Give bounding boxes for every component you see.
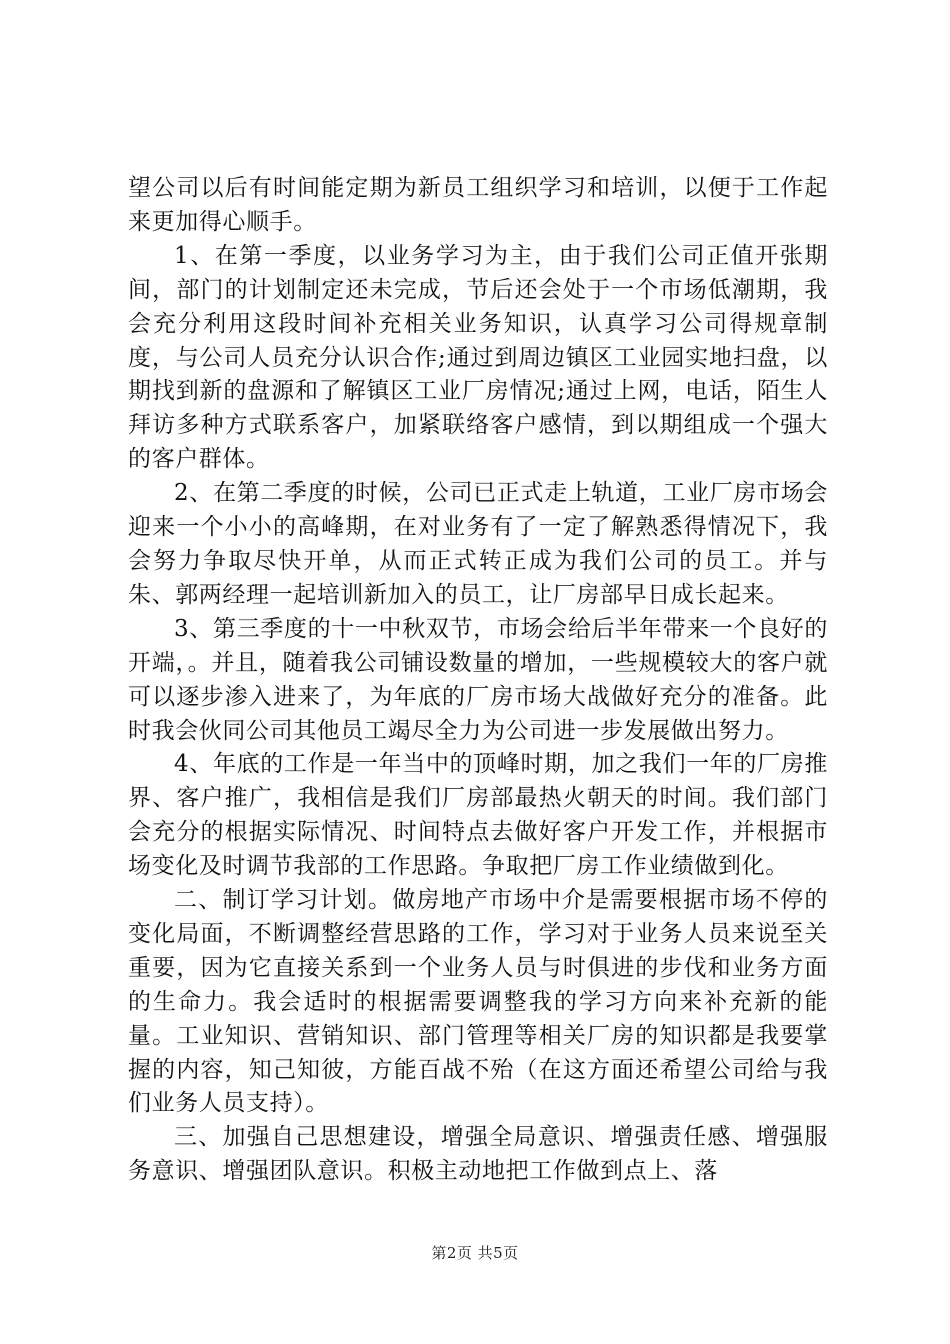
paragraph-continuation: 望公司以后有时间能定期为新员工组织学习和培训，以便于工作起来更加得心顺手。 [128,175,828,235]
document-body [128,172,828,1189]
paragraph-q2-plan: 2、在第二季度的时候，公司已正式走上轨道，工业厂房市场会迎来一个小小的高峰期，在对业务有了一定了解熟悉得情况下，我会努力争取尽快开单，从而正式转正成为我们公司的员工。并与朱、郭两经理一起培训新加入的员工，让厂房部早日成长起来。 [128,480,828,608]
paragraph-q3-plan: 3、第三季度的十一中秋双节，市场会给后半年带来一个良好的开端，。并且，随着我公司铺设数量的增加，一些规模较大的客户就可以逐步渗入进来了，为年底的厂房市场大战做好充分的准备。此时我会伙同公司其他员工竭尽全力为公司进一步发展做出努力。 [128,615,828,744]
paragraph-study-plan: 二、制订学习计划。做房地产市场中介是需要根据市场不停的变化局面，不断调整经营思路的工作，学习对于业务人员来说至关重要，因为它直接关系到一个业务人员与时俱进的步伐和业务方面的生命力。我会适时的根据需要调整我的学习方向来补充新的能量。工业知识、营销知识、部门管理等相关厂房的知识都是我要掌握的内容，知己知彼，方能百战不殆（在这方面还希望公司给与我们业务人员支持）。 [128,887,828,1117]
paragraph-q4-plan: 4、年底的工作是一年当中的顶峰时期，加之我们一年的厂房推界、客户推广，我相信是我们厂房部最热火朝天的时间。我们部门会充分的根据实际情况、时间特点去做好客户开发工作，并根据市场变化及时调节我部的工作思路。争取把厂房工作业绩做到化。 [128,751,828,880]
paragraph-ideology: 三、加强自己思想建设，增强全局意识、增强责任感、增强服务意识、增强团队意识。积极主动地把工作做到点上、落 [128,1124,828,1185]
paragraph-q1-plan: 1、在第一季度，以业务学习为主，由于我们公司正值开张期间，部门的计划制定还未完成，节后还会处于一个市场低潮期，我会充分利用这段时间补充相关业务知识，认真学习公司得规章制度，与公司人员充分认识合作;通过到周边镇区工业园实地扫盘，以期找到新的盘源和了解镇区工业厂房情况;通过上网，电话，陌生人拜访多种方式联系客户，加紧联络客户感情，到以期组成一个强大的客户群体。 [128,242,828,473]
page-number-footer: 第2页 共5页 [431,1244,519,1262]
